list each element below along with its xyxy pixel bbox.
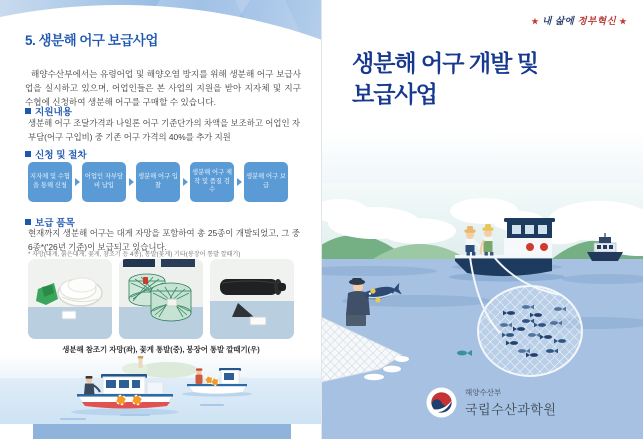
- flow-step-5: 생분해 어구 보급: [244, 162, 288, 202]
- fisherman-figure: [196, 368, 203, 384]
- section-heading-label: 보급 품목: [35, 218, 75, 229]
- section-heading-support: [25, 104, 72, 118]
- product-photo-eel-trap-funnel: [210, 259, 294, 339]
- flow-arrow-icon: [75, 178, 80, 186]
- cover-title: 생분해 어구 개발 및 보급사업: [352, 50, 538, 107]
- cover-fishing-illustration: [322, 183, 643, 383]
- flow-step-2: 어업인 자부담비 납입: [82, 162, 126, 202]
- right-page-cover: [322, 0, 643, 439]
- supply-footnote: * 자망(대게, 붉은대게, 꽃게, 참조기 등 4종), 통발(꽃게) 기타(붕장어 통발 깔때기): [28, 251, 241, 258]
- product-photo-crab-trap: [119, 259, 203, 339]
- flow-arrow-icon: [129, 178, 134, 186]
- publisher-logo: [426, 387, 556, 418]
- photo-caption: 생분해 참조기 자망(좌), 꽃게 통발(중), 붕장어 통발 깔때기(우): [62, 345, 260, 354]
- life-ring-icon: [116, 395, 125, 404]
- intro-paragraph: 해양수산부에서는 유령어업 및 해양오염 방지를 위해 생분해 어구 보급사업을 실시하고 있으며, 어업인들은 본 사업의 지원을 받아 지자체 및 지구 수협에 신청하여 생분해 어구를 구매할 수 있습니다.: [25, 69, 301, 108]
- ministry-name: 해양수산부: [465, 388, 502, 397]
- star-icon: ★: [531, 17, 540, 26]
- bullet-square-icon: [25, 108, 31, 114]
- fishing-boats-illustration: [0, 354, 322, 424]
- buoy-icon: [206, 377, 213, 384]
- flow-arrow-icon: [183, 178, 188, 186]
- publisher-text: [465, 387, 556, 418]
- star-icon: ★: [619, 17, 627, 26]
- support-body: 생분해 어구 조달가격과 나일론 어구 기준단가의 차액을 보조하고 어업인 자부담(어구 구입비) 중 기존 어구 가격의 40%를 추가 지원: [28, 118, 300, 142]
- buoy-icon: [212, 379, 219, 386]
- section-heading-label: 신청 및 절차: [35, 150, 87, 161]
- flow-step-4: 생분해 어구 제작 및 품질 검수: [190, 162, 234, 202]
- product-photo-gillnet: [28, 259, 112, 339]
- left-bottom-band: [33, 424, 291, 439]
- government-taegeuk-emblem-icon: [426, 387, 457, 418]
- porthole-icon: [525, 242, 534, 251]
- procedure-flowchart: [28, 162, 294, 202]
- flow-arrow-icon: [237, 178, 242, 186]
- flow-step-1: 지자체 및 수협을 통해 신청: [28, 162, 72, 202]
- page-title: 5. 생분해 어구 보급사업: [25, 33, 158, 48]
- government-innovation-slogan: ★ 내 삶에 정부혁신 ★: [531, 16, 627, 27]
- flow-step-3: 생분해 어구 입찰: [136, 162, 180, 202]
- section-heading-label: 지원내용: [35, 107, 73, 118]
- section-heading-procedure: [25, 147, 87, 161]
- supply-body: 현재까지 생분해 어구는 대게 자망을 포함하여 총 25종이 개발되었고, 그 중 6종*('26년 기준)이 보급되고 있습니다.: [28, 228, 300, 252]
- bullet-square-icon: [25, 151, 31, 157]
- lighthouse-icon: [139, 358, 143, 368]
- product-photos-row: [28, 259, 294, 339]
- institute-name: 국립수산과학원: [465, 402, 557, 417]
- life-ring-icon: [132, 395, 141, 404]
- porthole-icon: [539, 242, 548, 251]
- bullet-square-icon: [25, 219, 31, 225]
